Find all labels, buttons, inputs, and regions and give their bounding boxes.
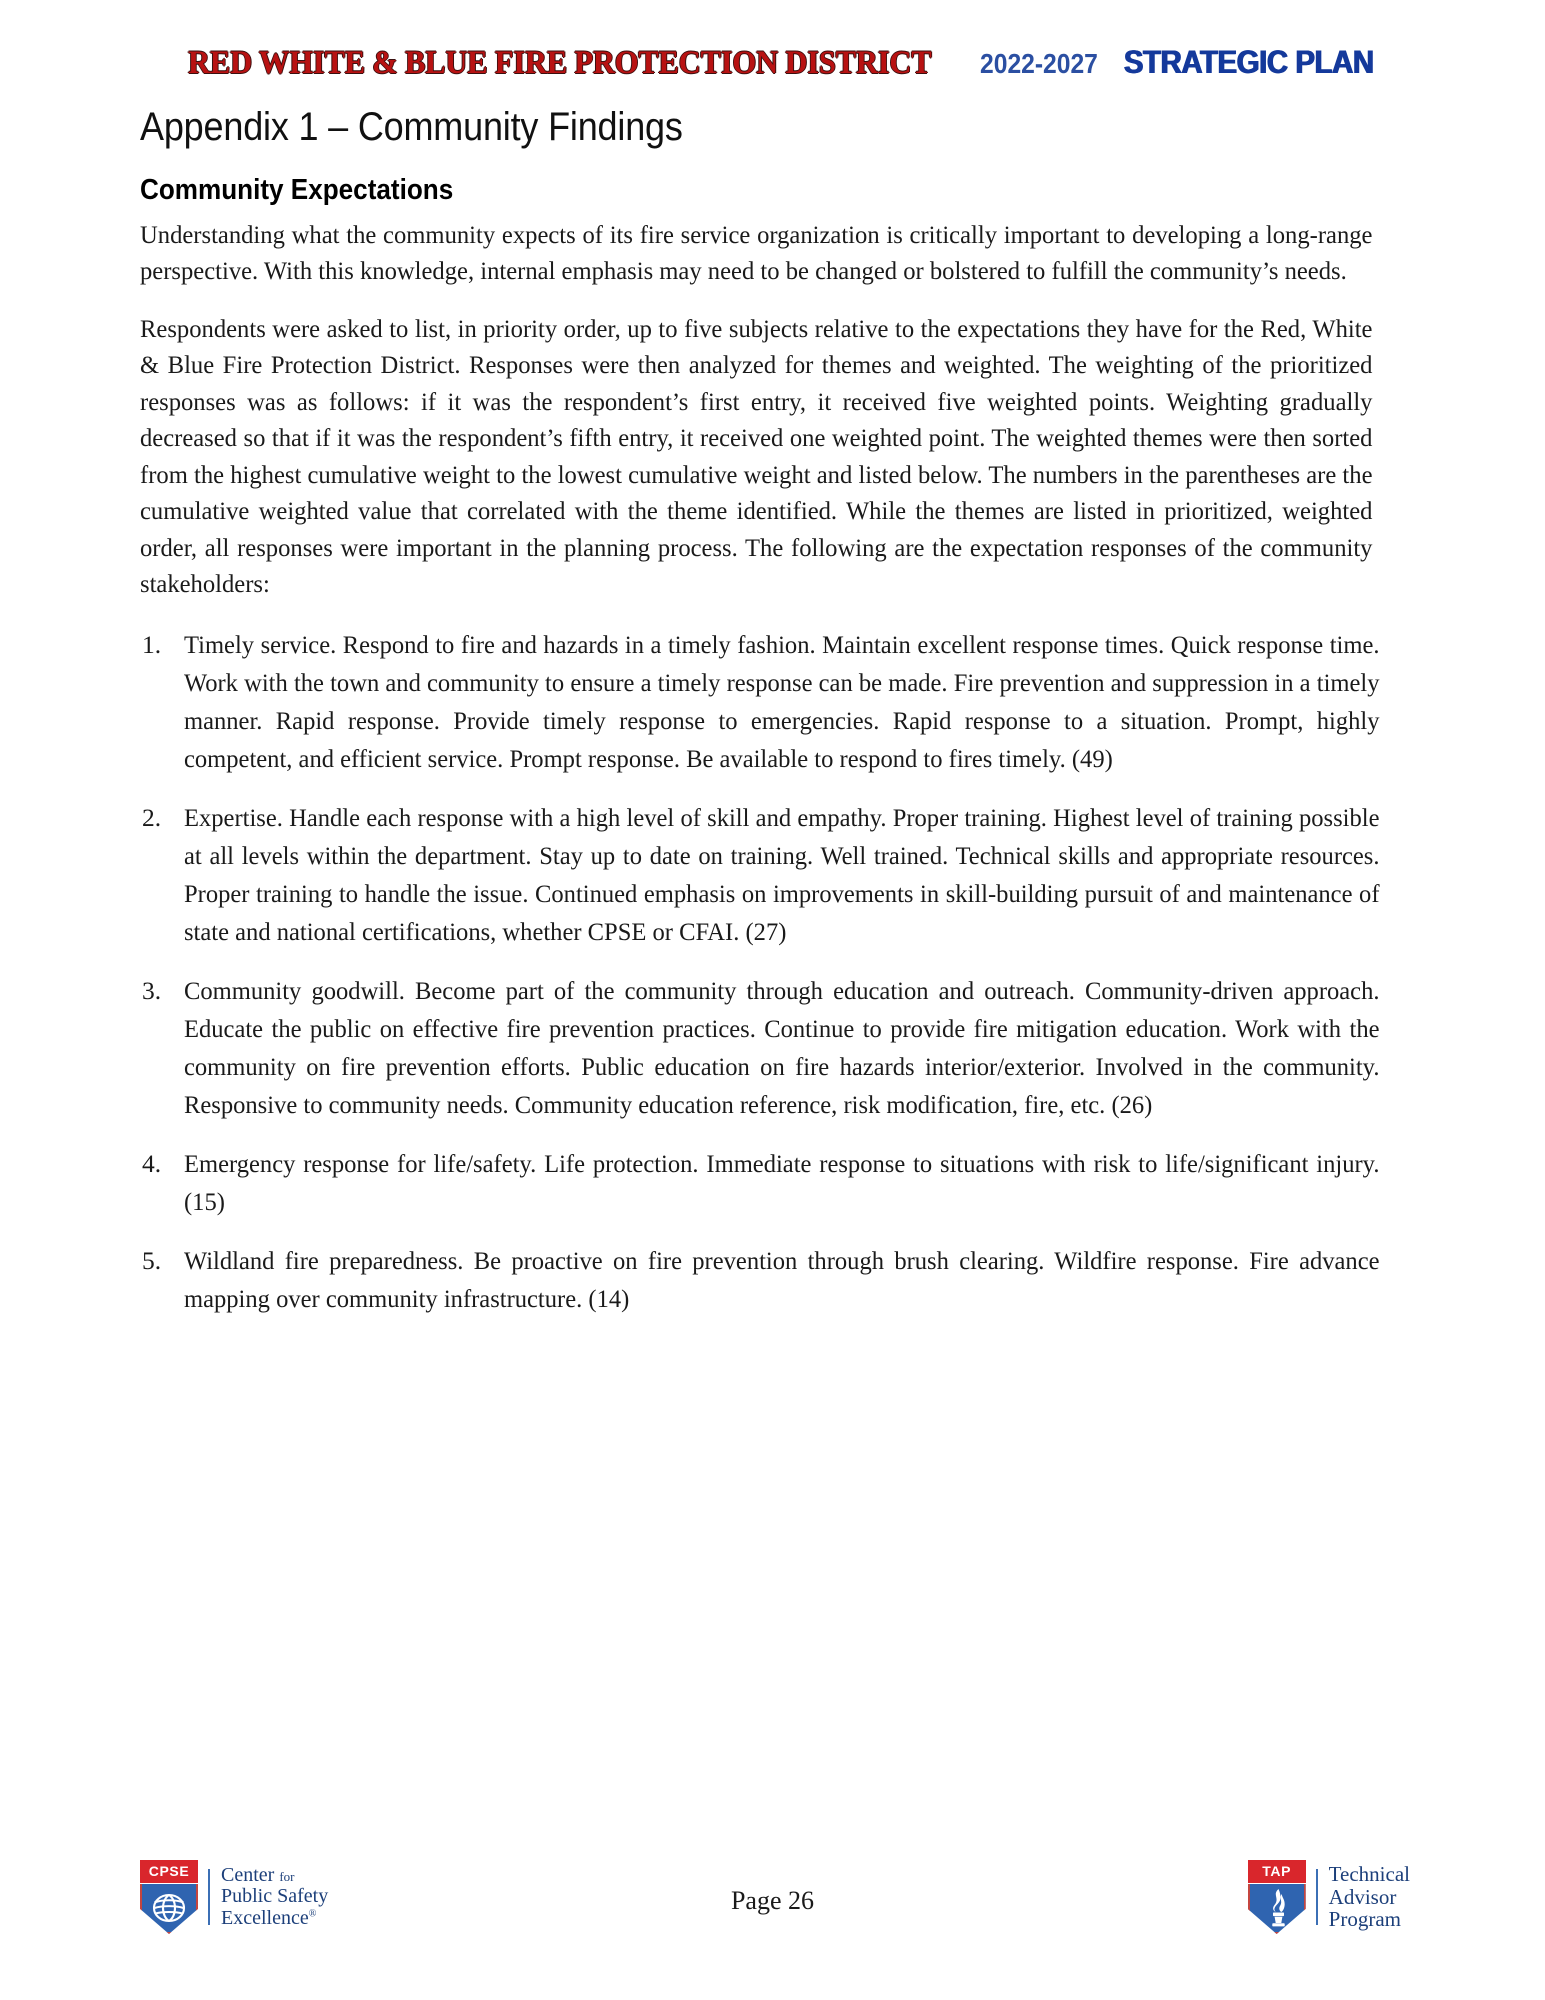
cpse-badge-text: CPSE: [148, 1863, 190, 1879]
tap-line1: Technical: [1328, 1861, 1410, 1886]
tap-line3: Program: [1328, 1907, 1401, 1932]
finding-text: Timely service. Respond to fire and hazards in a timely fashion. Maintain excellent response times. Quick response time. Work with the town and community to ensure a timely response can be made. Fire prevention and suppression in a timely manner. Rapid response. Provide timely response to emergencies. Rapid response to a situation. Prompt, highly competent, and efficient service. Prompt response. Be available to respond to fires timely. (49): [184, 629, 1380, 773]
list-item: [140, 1145, 1380, 1221]
tap-line2: Advisor: [1328, 1884, 1397, 1909]
document-running-header: [0, 44, 1545, 82]
list-item: [140, 626, 1380, 778]
page-title: Appendix 1 – Community Findings: [140, 105, 683, 149]
paragraph-intro: Understanding what the community expects of its fire service organization is critically important to developing a long-range perspective. With this knowledge, internal emphasis may need to be changed or bolstered to fulfill the community’s needs.: [140, 219, 1373, 286]
shield-banner: [1248, 1860, 1306, 1884]
cpse-line1: Center: [221, 1863, 275, 1886]
finding-text: Expertise. Handle each response with a high level of skill and empathy. Proper training. Highest level of training possible at all levels within the department. Stay up to date on training. Well trained. Technical skills and appropriate resources. Proper training to handle the issue. Continued emphasis on improvements in skill-building pursuit of and maintenance of state and national certifications, whether CPSE or CFAI. (27): [184, 802, 1380, 946]
header-plan-years: 2022-2027: [979, 48, 1098, 79]
tap-badge-text: TAP: [1262, 1863, 1292, 1879]
section-heading-community-expectations: Community Expectations: [140, 174, 454, 206]
page-number: Page 26: [730, 1886, 815, 1915]
tap-logo: [1248, 1860, 1410, 1934]
header-district-name: RED WHITE & BLUE FIRE PROTECTION DISTRICT: [188, 45, 932, 81]
list-item: [140, 1242, 1380, 1318]
cpse-line2: Public Safety: [221, 1885, 329, 1908]
finding-text: Emergency response for life/safety. Life protection. Immediate response to situations with risk to life/significant injury. (15): [184, 1148, 1380, 1216]
logo-divider: [1316, 1869, 1318, 1925]
shield-banner: [140, 1860, 198, 1884]
page-content: [140, 105, 1380, 1339]
list-item: [140, 972, 1380, 1124]
cpse-trademark: ®: [308, 1908, 317, 1920]
document-footer: [0, 1848, 1545, 1958]
finding-text: Wildland fire preparedness. Be proactive on fire prevention through brush clearing. Wildfire response. Fire advance mapping over community infrastructure. (14): [184, 1245, 1380, 1313]
header-plan-label: STRATEGIC PLAN: [1124, 44, 1375, 80]
paragraph-methodology: Respondents were asked to list, in priority order, up to five subjects relative to the expectations they have for the Red, White & Blue Fire Protection District. Responses were then analyzed for themes and weighted. The weighting of the prioritized responses was as follows: if it was the respondent’s first entry, it received five weighted points. Weighting gradually decreased so that if it was the respondent’s fifth entry, it received one weighted point. The weighted themes were then sorted from the highest cumulative weight to the lowest cumulative weight and listed below. The numbers in the parentheses are the cumulative weighted value that correlated with the theme identified. While the themes are listed in prioritized, weighted order, all responses were important in the planning process. The following are the expectation responses of the community stakeholders:: [140, 313, 1373, 599]
finding-text: Community goodwill. Become part of the community through education and outreach. Community-driven approach. Educate the public on effective fire prevention practices. Continue to provide fire mitigation education. Work with the community on fire prevention efforts. Public education on fire hazards interior/exterior. Involved in the community. Responsive to community needs. Community education reference, risk modification, fire, etc. (26): [184, 975, 1380, 1119]
cpse-line3: Excellence: [221, 1906, 309, 1929]
tap-logo-text: [1329, 1863, 1410, 1931]
torch-icon: [1248, 1884, 1306, 1934]
community-findings-list: [140, 626, 1380, 1318]
cpse-line1-small: for: [279, 1868, 295, 1884]
list-item: [140, 799, 1380, 951]
tap-shield-icon: [1248, 1860, 1306, 1934]
